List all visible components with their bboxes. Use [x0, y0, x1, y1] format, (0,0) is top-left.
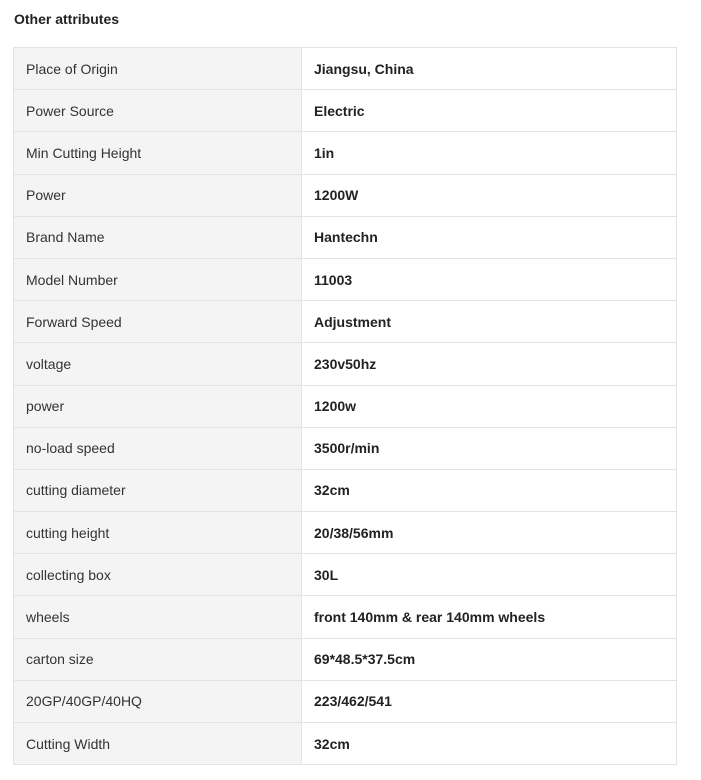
- table-row: [14, 723, 677, 765]
- attribute-value: 20/38/56mm: [302, 512, 677, 554]
- attribute-name: cutting diameter: [14, 469, 302, 511]
- attribute-value: Hantechn: [302, 216, 677, 258]
- attribute-name: Power: [14, 174, 302, 216]
- attribute-name: no-load speed: [14, 427, 302, 469]
- attribute-name: power: [14, 385, 302, 427]
- attribute-value: 69*48.5*37.5cm: [302, 638, 677, 680]
- table-row: [14, 48, 677, 90]
- attributes-table-body: [14, 48, 677, 765]
- attribute-name: 20GP/40GP/40HQ: [14, 680, 302, 722]
- table-row: [14, 216, 677, 258]
- attribute-value: 223/462/541: [302, 680, 677, 722]
- table-row: [14, 596, 677, 638]
- attribute-name: voltage: [14, 343, 302, 385]
- attribute-value: 1200w: [302, 385, 677, 427]
- table-row: [14, 174, 677, 216]
- attribute-value: 30L: [302, 554, 677, 596]
- attribute-name: wheels: [14, 596, 302, 638]
- table-row: [14, 427, 677, 469]
- attribute-name: Cutting Width: [14, 723, 302, 765]
- section-title: Other attributes: [14, 11, 120, 27]
- table-row: [14, 132, 677, 174]
- table-row: [14, 385, 677, 427]
- attribute-name: Min Cutting Height: [14, 132, 302, 174]
- table-row: [14, 680, 677, 722]
- attribute-value: 230v50hz: [302, 343, 677, 385]
- attribute-value: 3500r/min: [302, 427, 677, 469]
- attribute-name: Place of Origin: [14, 48, 302, 90]
- table-row: [14, 301, 677, 343]
- attribute-name: cutting height: [14, 512, 302, 554]
- attribute-value: Electric: [302, 90, 677, 132]
- attribute-value: 32cm: [302, 469, 677, 511]
- table-row: [14, 343, 677, 385]
- attribute-value: front 140mm & rear 140mm wheels: [302, 596, 677, 638]
- table-row: [14, 512, 677, 554]
- attribute-name: carton size: [14, 638, 302, 680]
- attribute-name: Power Source: [14, 90, 302, 132]
- attribute-value: Jiangsu, China: [302, 48, 677, 90]
- attribute-name: Brand Name: [14, 216, 302, 258]
- table-row: [14, 469, 677, 511]
- attribute-value: 1in: [302, 132, 677, 174]
- attribute-value: Adjustment: [302, 301, 677, 343]
- attribute-name: collecting box: [14, 554, 302, 596]
- attribute-name: Model Number: [14, 258, 302, 300]
- table-row: [14, 258, 677, 300]
- table-row: [14, 554, 677, 596]
- table-row: [14, 90, 677, 132]
- attribute-value: 1200W: [302, 174, 677, 216]
- attribute-name: Forward Speed: [14, 301, 302, 343]
- attribute-value: 32cm: [302, 723, 677, 765]
- attributes-table: [13, 47, 677, 765]
- table-row: [14, 638, 677, 680]
- attribute-value: 11003: [302, 258, 677, 300]
